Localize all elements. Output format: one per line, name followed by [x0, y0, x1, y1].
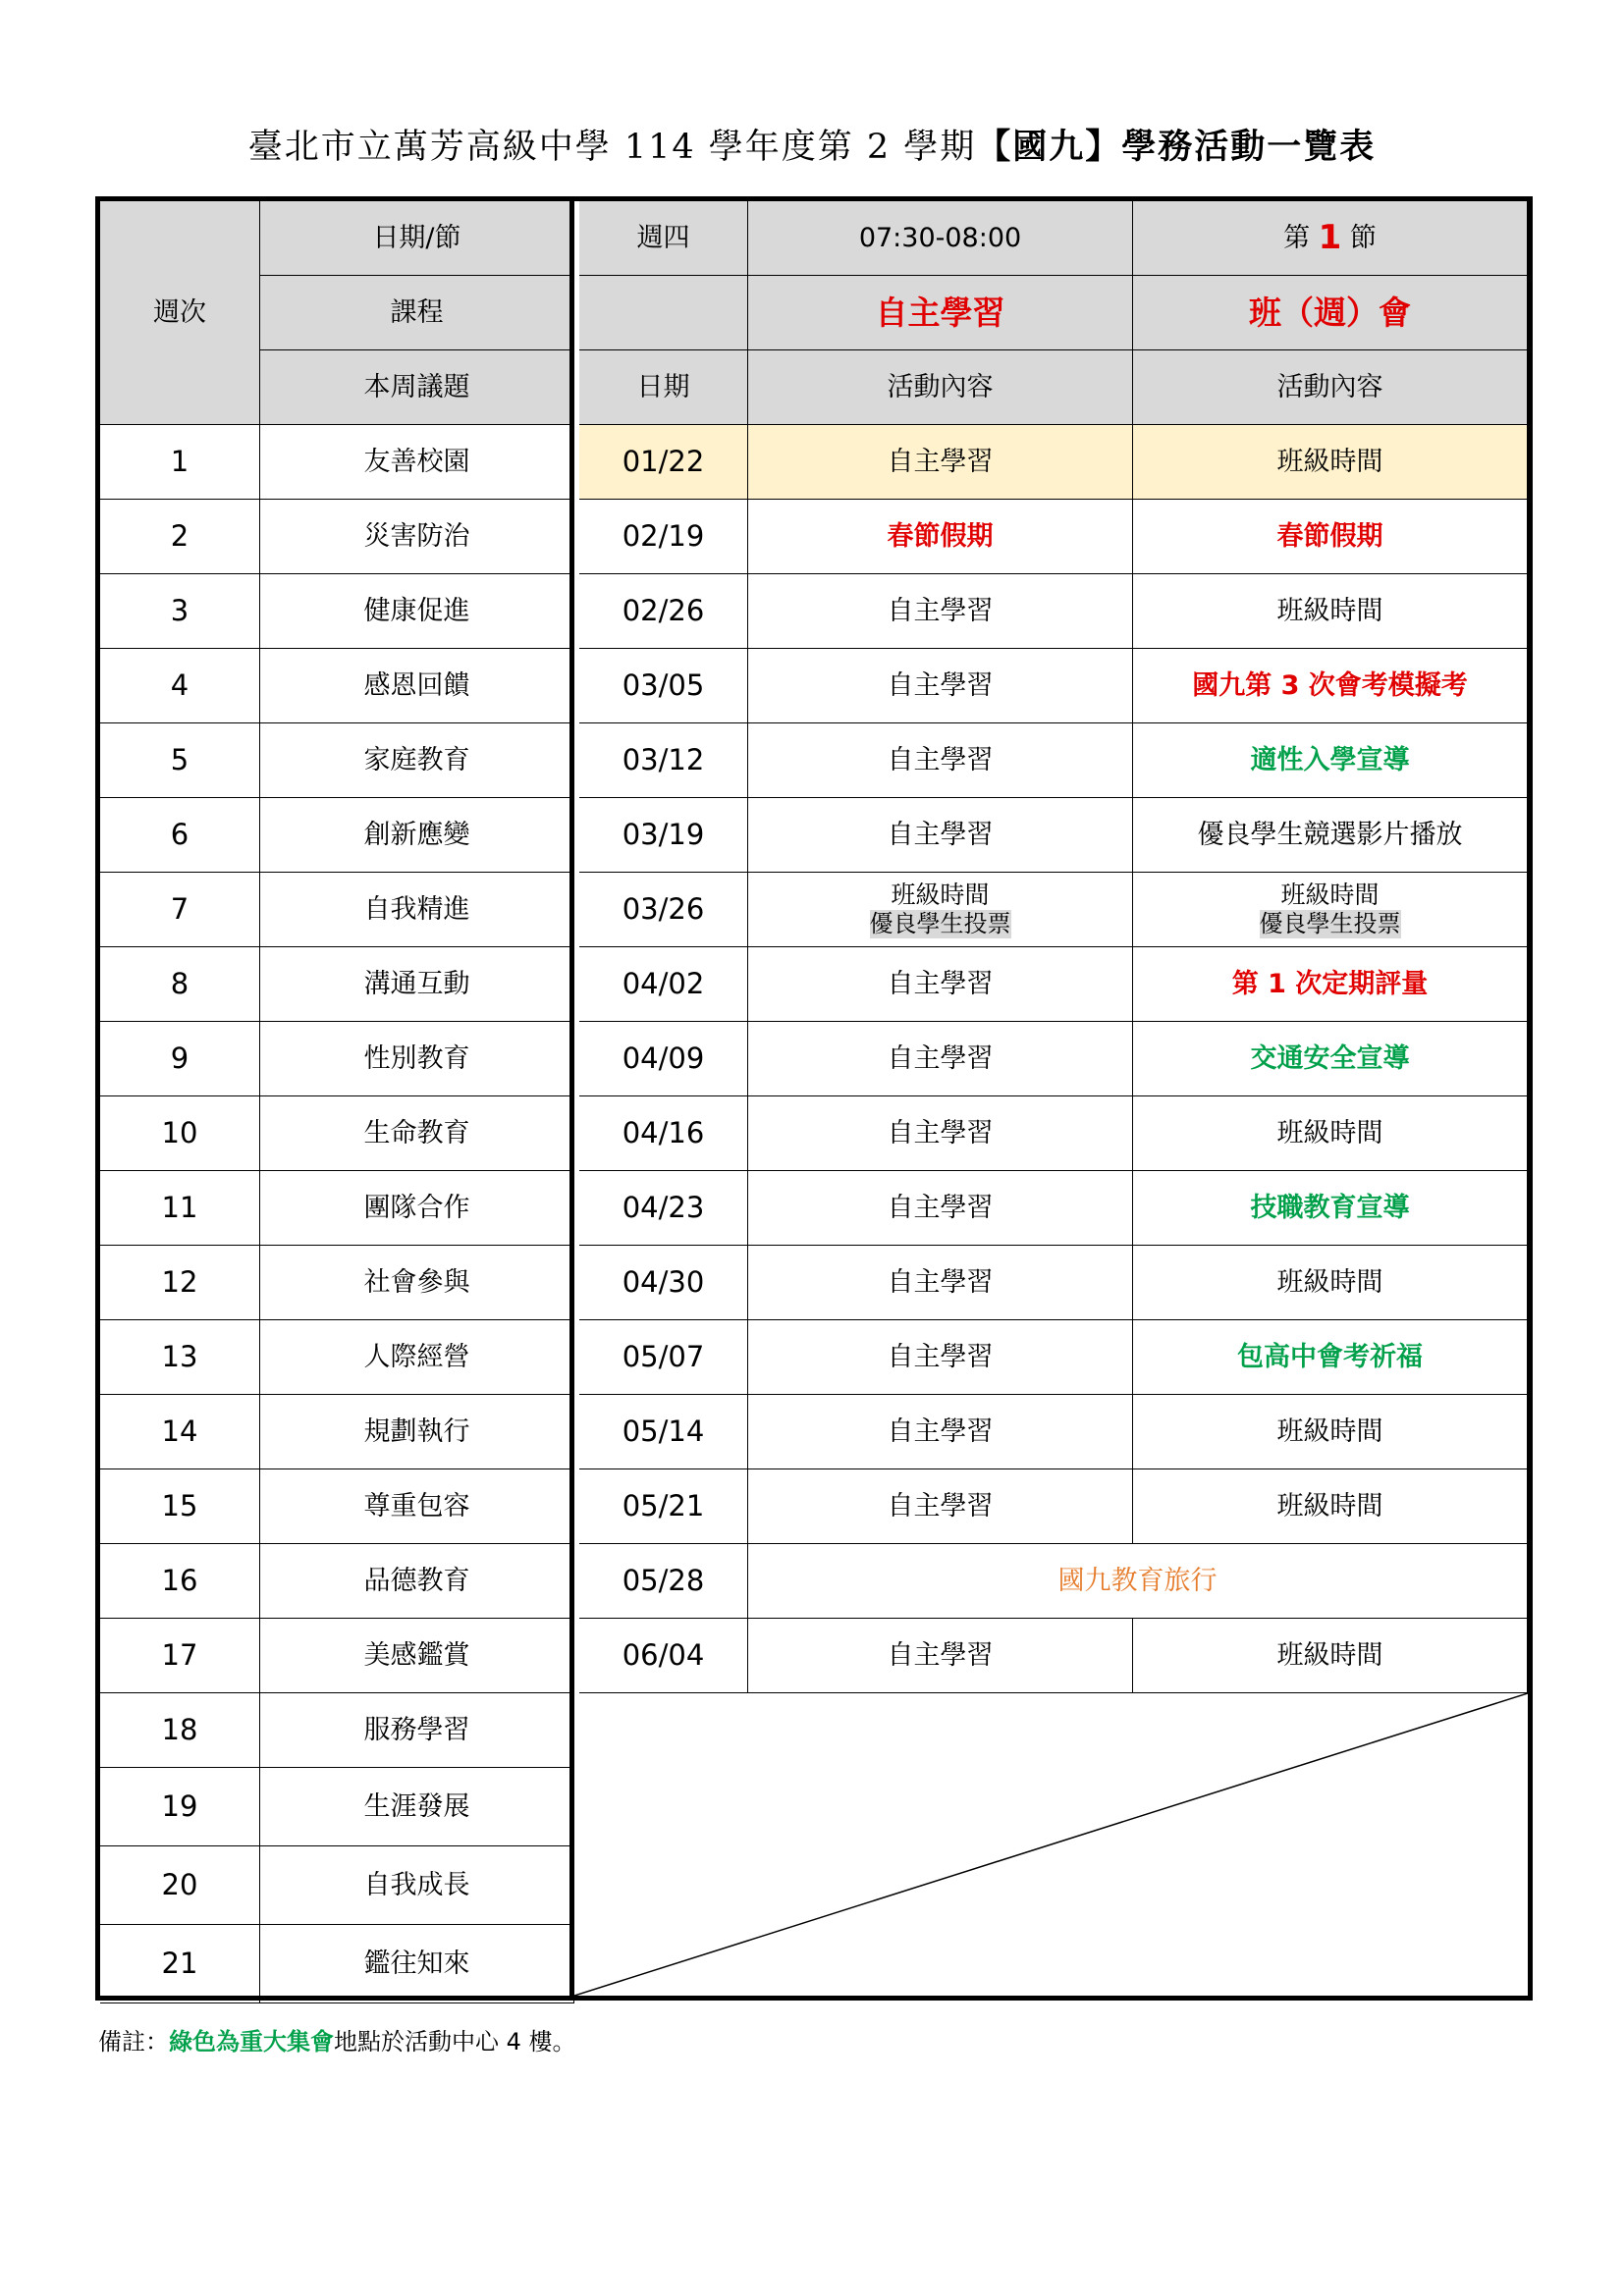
- table-row-week: 8: [100, 947, 260, 1022]
- period-number: 1: [1318, 218, 1342, 258]
- diagonal-line: [574, 1693, 1528, 1996]
- table-row-activity-b: 第 1 次定期評量: [1133, 947, 1528, 1022]
- table-row-date: 04/16: [579, 1096, 748, 1171]
- table-row-week: 16: [100, 1544, 260, 1619]
- table-row-activity-a: 自主學習: [748, 1022, 1133, 1096]
- table-row-date: 05/21: [579, 1469, 748, 1544]
- table-row-activity-a: 自主學習: [748, 425, 1133, 500]
- header-period: [1133, 201, 1528, 276]
- period-prefix: 第: [1283, 222, 1311, 253]
- table-row-week: 12: [100, 1246, 260, 1320]
- table-row-date: 05/07: [579, 1320, 748, 1395]
- table-row-topic: 性別教育: [260, 1022, 574, 1096]
- table-row-date: 02/19: [579, 500, 748, 574]
- header-date-period: 日期/節: [260, 201, 574, 276]
- schedule-table: [95, 196, 1533, 2001]
- table-row-activity-b: 班級時間: [1133, 1395, 1528, 1469]
- table-row-activity-b: 班級時間: [1133, 1096, 1528, 1171]
- table-row-activity-a: 自主學習: [748, 723, 1133, 798]
- table-row-activity-a: 自主學習: [748, 574, 1133, 649]
- header-course-a: 自主學習: [748, 276, 1133, 350]
- table-row-activity-b: 交通安全宣導: [1133, 1022, 1528, 1096]
- table-row-activity-b: 優良學生競選影片播放: [1133, 798, 1528, 873]
- page-title: [0, 120, 1624, 169]
- table-row-week: 17: [100, 1619, 260, 1693]
- table-row-date: 01/22: [579, 425, 748, 500]
- table-row-date: 04/02: [579, 947, 748, 1022]
- table-row-week: 10: [100, 1096, 260, 1171]
- table-row-activity-b: 班級時間: [1133, 574, 1528, 649]
- table-row-date: 05/14: [579, 1395, 748, 1469]
- table-row-week: 18: [100, 1693, 260, 1768]
- table-row-topic: 感恩回饋: [260, 649, 574, 723]
- table-row-activity-b: 技職教育宣導: [1133, 1171, 1528, 1246]
- title-prefix: 臺北市立萬芳高級中學 114 學年度第 2 學期: [247, 128, 977, 167]
- header-topic: 本周議題: [260, 350, 574, 425]
- table-row-activity-a: 自主學習: [748, 1469, 1133, 1544]
- table-row-topic: 團隊合作: [260, 1171, 574, 1246]
- table-row-topic: 友善校園: [260, 425, 574, 500]
- table-row-date: 04/09: [579, 1022, 748, 1096]
- table-row-topic: 服務學習: [260, 1693, 574, 1768]
- table-row-week: 13: [100, 1320, 260, 1395]
- header-activity-a: 活動內容: [748, 350, 1133, 425]
- table-row-topic: 健康促進: [260, 574, 574, 649]
- table-row-week: 19: [100, 1768, 260, 1846]
- table-row-topic: 品德教育: [260, 1544, 574, 1619]
- table-row-topic: 溝通互動: [260, 947, 574, 1022]
- title-highlight: 【國九】學務活動一覽表: [976, 127, 1377, 167]
- table-row-topic: 自我成長: [260, 1846, 574, 1925]
- table-row-activity-b: 班級時間: [1133, 425, 1528, 500]
- header-weekday: 週四: [579, 201, 748, 276]
- table-row-topic: 自我精進: [260, 873, 574, 947]
- table-row-activity-b: 包高中會考祈福: [1133, 1320, 1528, 1395]
- header-date: 日期: [579, 350, 748, 425]
- table-row-week: 5: [100, 723, 260, 798]
- header-course-b: 班（週）會: [1133, 276, 1528, 350]
- table-row-week: 1: [100, 425, 260, 500]
- table-row-topic: 美感鑑賞: [260, 1619, 574, 1693]
- table-row-activity-b: 班級時間: [1133, 1246, 1528, 1320]
- table-row-date: 03/26: [579, 873, 748, 947]
- note-prefix: 備註：: [98, 2028, 169, 2056]
- period-suffix: 節: [1349, 222, 1377, 253]
- table-row-activity-b: 班級時間: [1133, 1469, 1528, 1544]
- activity-b-sub: 優良學生投票: [1259, 910, 1401, 938]
- table-row-activity-a: 自主學習: [748, 1096, 1133, 1171]
- table-row-week: 7: [100, 873, 260, 947]
- table-row-activity-a: 自主學習: [748, 1320, 1133, 1395]
- table-row-topic: 尊重包容: [260, 1469, 574, 1544]
- table-row-merged-activity: 國九教育旅行: [748, 1544, 1528, 1619]
- table-row-date: 03/05: [579, 649, 748, 723]
- table-row-week: 21: [100, 1925, 260, 2003]
- table-row-date: 03/19: [579, 798, 748, 873]
- empty-diagonal-area: [574, 1693, 1528, 1996]
- table-row-activity-b: [1133, 873, 1528, 947]
- table-row-activity-a: 自主學習: [748, 798, 1133, 873]
- table-row-topic: 生涯發展: [260, 1768, 574, 1846]
- table-row-topic: 社會參與: [260, 1246, 574, 1320]
- table-row-week: 2: [100, 500, 260, 574]
- table-row-activity-a: 自主學習: [748, 649, 1133, 723]
- table-row-date: 04/23: [579, 1171, 748, 1246]
- header-week: 週次: [100, 201, 260, 425]
- table-row-activity-a: 自主學習: [748, 1619, 1133, 1693]
- note-suffix: 地點於活動中心 4 樓。: [334, 2028, 576, 2056]
- table-row-activity-a: 自主學習: [748, 947, 1133, 1022]
- note-green: 綠色為重大集會: [169, 2028, 334, 2056]
- activity-b-main: 班級時間: [1280, 881, 1380, 910]
- table-row-date: 06/04: [579, 1619, 748, 1693]
- table-row-week: 20: [100, 1846, 260, 1925]
- table-row-date: 03/12: [579, 723, 748, 798]
- table-row-date: 05/28: [579, 1544, 748, 1619]
- table-row-activity-b: 班級時間: [1133, 1619, 1528, 1693]
- table-row-topic: 鑑往知來: [260, 1925, 574, 2003]
- table-row-activity-b: 春節假期: [1133, 500, 1528, 574]
- table-row-week: 4: [100, 649, 260, 723]
- table-row-week: 14: [100, 1395, 260, 1469]
- table-row-topic: 規劃執行: [260, 1395, 574, 1469]
- table-row-activity-a: 春節假期: [748, 500, 1133, 574]
- activity-a-main: 班級時間: [891, 881, 990, 910]
- table-row-week: 3: [100, 574, 260, 649]
- table-row-activity-a: 自主學習: [748, 1246, 1133, 1320]
- table-row-topic: 人際經營: [260, 1320, 574, 1395]
- table-row-topic: 家庭教育: [260, 723, 574, 798]
- table-row-activity-b: 適性入學宣導: [1133, 723, 1528, 798]
- activity-a-sub: 優良學生投票: [869, 910, 1011, 938]
- table-row-activity-a: 自主學習: [748, 1171, 1133, 1246]
- table-row-topic: 生命教育: [260, 1096, 574, 1171]
- table-row-date: 04/30: [579, 1246, 748, 1320]
- header-course: 課程: [260, 276, 574, 350]
- table-row-week: 9: [100, 1022, 260, 1096]
- table-row-activity-a: 自主學習: [748, 1395, 1133, 1469]
- table-row-date: 02/26: [579, 574, 748, 649]
- table-row-week: 6: [100, 798, 260, 873]
- table-row-activity-b: 國九第 3 次會考模擬考: [1133, 649, 1528, 723]
- table-row-week: 11: [100, 1171, 260, 1246]
- header-blank: [579, 276, 748, 350]
- table-row-topic: 創新應變: [260, 798, 574, 873]
- table-row-topic: 災害防治: [260, 500, 574, 574]
- footnote: [98, 2022, 576, 2056]
- header-time: 07:30-08:00: [748, 201, 1133, 276]
- table-row-activity-a: [748, 873, 1133, 947]
- table-row-week: 15: [100, 1469, 260, 1544]
- header-activity-b: 活動內容: [1133, 350, 1528, 425]
